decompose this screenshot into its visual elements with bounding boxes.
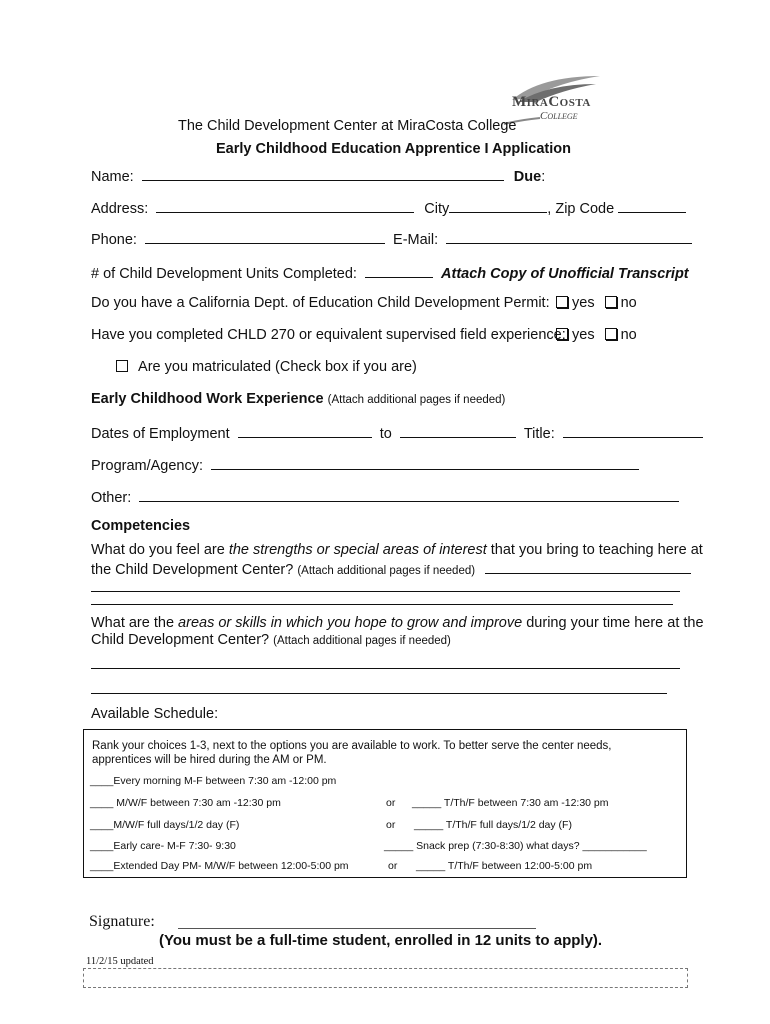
phone-row: [91, 229, 692, 248]
matric-checkbox[interactable]: [116, 360, 128, 372]
units-label: # of Child Development Units Completed:: [91, 266, 357, 282]
email-label: E-Mail:: [393, 232, 439, 248]
growth-q-part4: Child Development Center?: [91, 632, 270, 648]
strengths-answer-line1[interactable]: [485, 559, 691, 574]
schedule-box: [83, 729, 687, 878]
city-field[interactable]: [449, 198, 547, 213]
chld-options: [556, 327, 637, 343]
other-row: [91, 487, 679, 506]
miracosta-logo: [500, 72, 610, 132]
permit-no-label: no: [620, 295, 637, 311]
strengths-q-emphasis: the strengths or special areas of interest: [228, 542, 487, 558]
program-row: [91, 455, 639, 474]
transcript-note: Attach Copy of Unofficial Transcript: [441, 266, 689, 282]
schedule-or-3: or: [388, 860, 398, 872]
schedule-option-tthf-am[interactable]: _____ T/Th/F between 7:30 am -12:30 pm: [412, 797, 609, 809]
zip-label: , Zip Code: [547, 201, 615, 217]
chld-yes-label: yes: [572, 327, 595, 343]
chld-question: Have you completed CHLD 270 or equivalent supervised field experience:: [91, 327, 566, 343]
strengths-q-part4: the Child Development Center?: [91, 562, 294, 578]
chld-yes-checkbox[interactable]: [556, 328, 568, 340]
schedule-intro-line2: apprentices will be hired during the AM or PM.: [92, 754, 327, 766]
address-field[interactable]: [156, 198, 414, 213]
due-label: Due: [513, 169, 542, 185]
strengths-q-part1: What do you feel are: [91, 542, 229, 558]
job-title-label: Title:: [523, 426, 555, 442]
program-field[interactable]: [211, 455, 639, 470]
growth-q-part1: What are the: [91, 615, 179, 631]
schedule-option-every-morning[interactable]: ____Every morning M-F between 7:30 am -12:00 pm: [90, 775, 337, 787]
org-title: The Child Development Center at MiraCosta College: [178, 118, 517, 134]
chld-no-label: no: [620, 327, 637, 343]
growth-question-line2: [91, 632, 451, 648]
schedule-option-mwf-full[interactable]: ____M/W/F full days/1/2 day (F): [90, 819, 240, 831]
strengths-question-line1: [91, 542, 703, 558]
dates-row: [91, 423, 703, 442]
address-label: Address:: [91, 201, 149, 217]
strengths-question-line2: [91, 559, 691, 578]
work-heading: Early Childhood Work Experience: [91, 391, 324, 407]
schedule-option-tthf-full[interactable]: _____ T/Th/F full days/1/2 day (F): [414, 819, 572, 831]
growth-q-emphasis: areas or skills in which you hope to grow and improve: [178, 615, 523, 631]
dates-to-label: to: [379, 426, 392, 442]
name-row: [91, 166, 545, 185]
strengths-answer-line3[interactable]: [91, 604, 673, 605]
growth-attach-note: (Attach additional pages if needed): [273, 635, 451, 647]
program-label: Program/Agency:: [91, 458, 204, 474]
job-title-field[interactable]: [563, 423, 703, 438]
dates-from-field[interactable]: [238, 423, 372, 438]
strengths-attach-note: (Attach additional pages if needed): [297, 565, 476, 577]
matric-label: Are you matriculated (Check box if you are): [138, 359, 417, 375]
schedule-option-extended-mwf[interactable]: ____Extended Day PM- M/W/F between 12:00-5:00 pm: [90, 860, 349, 872]
permit-question: Do you have a California Dept. of Education Child Development Permit:: [91, 295, 550, 311]
schedule-intro-line1: Rank your choices 1-3, next to the options you are available to work. To better serve the center needs,: [92, 740, 612, 752]
other-field[interactable]: [139, 487, 679, 502]
permit-yes-checkbox[interactable]: [556, 296, 568, 308]
schedule-option-mwf-am[interactable]: ____ M/W/F between 7:30 am -12:30 pm: [90, 797, 281, 809]
address-row: [91, 198, 686, 217]
units-row: [91, 263, 689, 282]
schedule-option-snack-prep[interactable]: _____ Snack prep (7:30-8:30) what days? ___________: [384, 840, 647, 852]
phone-label: Phone:: [91, 232, 137, 248]
work-attach-note: (Attach additional pages if needed): [327, 394, 506, 406]
schedule-or-2: or: [386, 819, 396, 831]
strengths-answer-line2[interactable]: [91, 591, 680, 592]
logo-text-miracosta: MiraCosta: [512, 94, 591, 110]
city-label: City: [424, 201, 450, 217]
growth-question-line1: [91, 615, 704, 631]
due-colon: :: [541, 169, 546, 185]
units-field[interactable]: [365, 263, 433, 278]
other-label: Other:: [91, 490, 132, 506]
permit-options: [556, 295, 637, 311]
dates-label: Dates of Employment: [91, 426, 230, 442]
page-title: Early Childhood Education Apprentice I Application: [216, 141, 572, 157]
work-heading-row: [91, 391, 505, 407]
dates-to-field[interactable]: [400, 423, 516, 438]
name-field[interactable]: [142, 166, 504, 181]
permit-no-checkbox[interactable]: [605, 296, 617, 308]
strengths-q-part3: that you bring to teaching here at: [486, 542, 703, 558]
chld-no-checkbox[interactable]: [605, 328, 617, 340]
logo-text-college: College: [540, 110, 578, 122]
fulltime-notice: (You must be a full-time student, enrolled in 12 units to apply).: [159, 932, 603, 949]
schedule-label: Available Schedule:: [91, 706, 219, 722]
matric-row: [116, 359, 417, 375]
growth-answer-line1[interactable]: [91, 668, 680, 669]
footer-box: [83, 968, 688, 988]
email-field[interactable]: [446, 229, 692, 244]
growth-answer-line2[interactable]: [91, 693, 667, 694]
permit-yes-label: yes: [572, 295, 595, 311]
updated-date: 11/2/15 updated: [86, 956, 154, 967]
competencies-heading: Competencies: [91, 518, 191, 534]
schedule-option-extended-tthf[interactable]: _____ T/Th/F between 12:00-5:00 pm: [416, 860, 593, 872]
growth-q-part3: during your time here at the: [522, 615, 704, 631]
signature-field[interactable]: [178, 928, 536, 929]
signature-label: Signature:: [89, 913, 155, 930]
schedule-or-1: or: [386, 797, 396, 809]
schedule-option-early-care[interactable]: ____Early care- M-F 7:30- 9:30: [90, 840, 236, 852]
zip-field[interactable]: [618, 198, 686, 213]
phone-field[interactable]: [145, 229, 385, 244]
name-label: Name:: [91, 169, 134, 185]
